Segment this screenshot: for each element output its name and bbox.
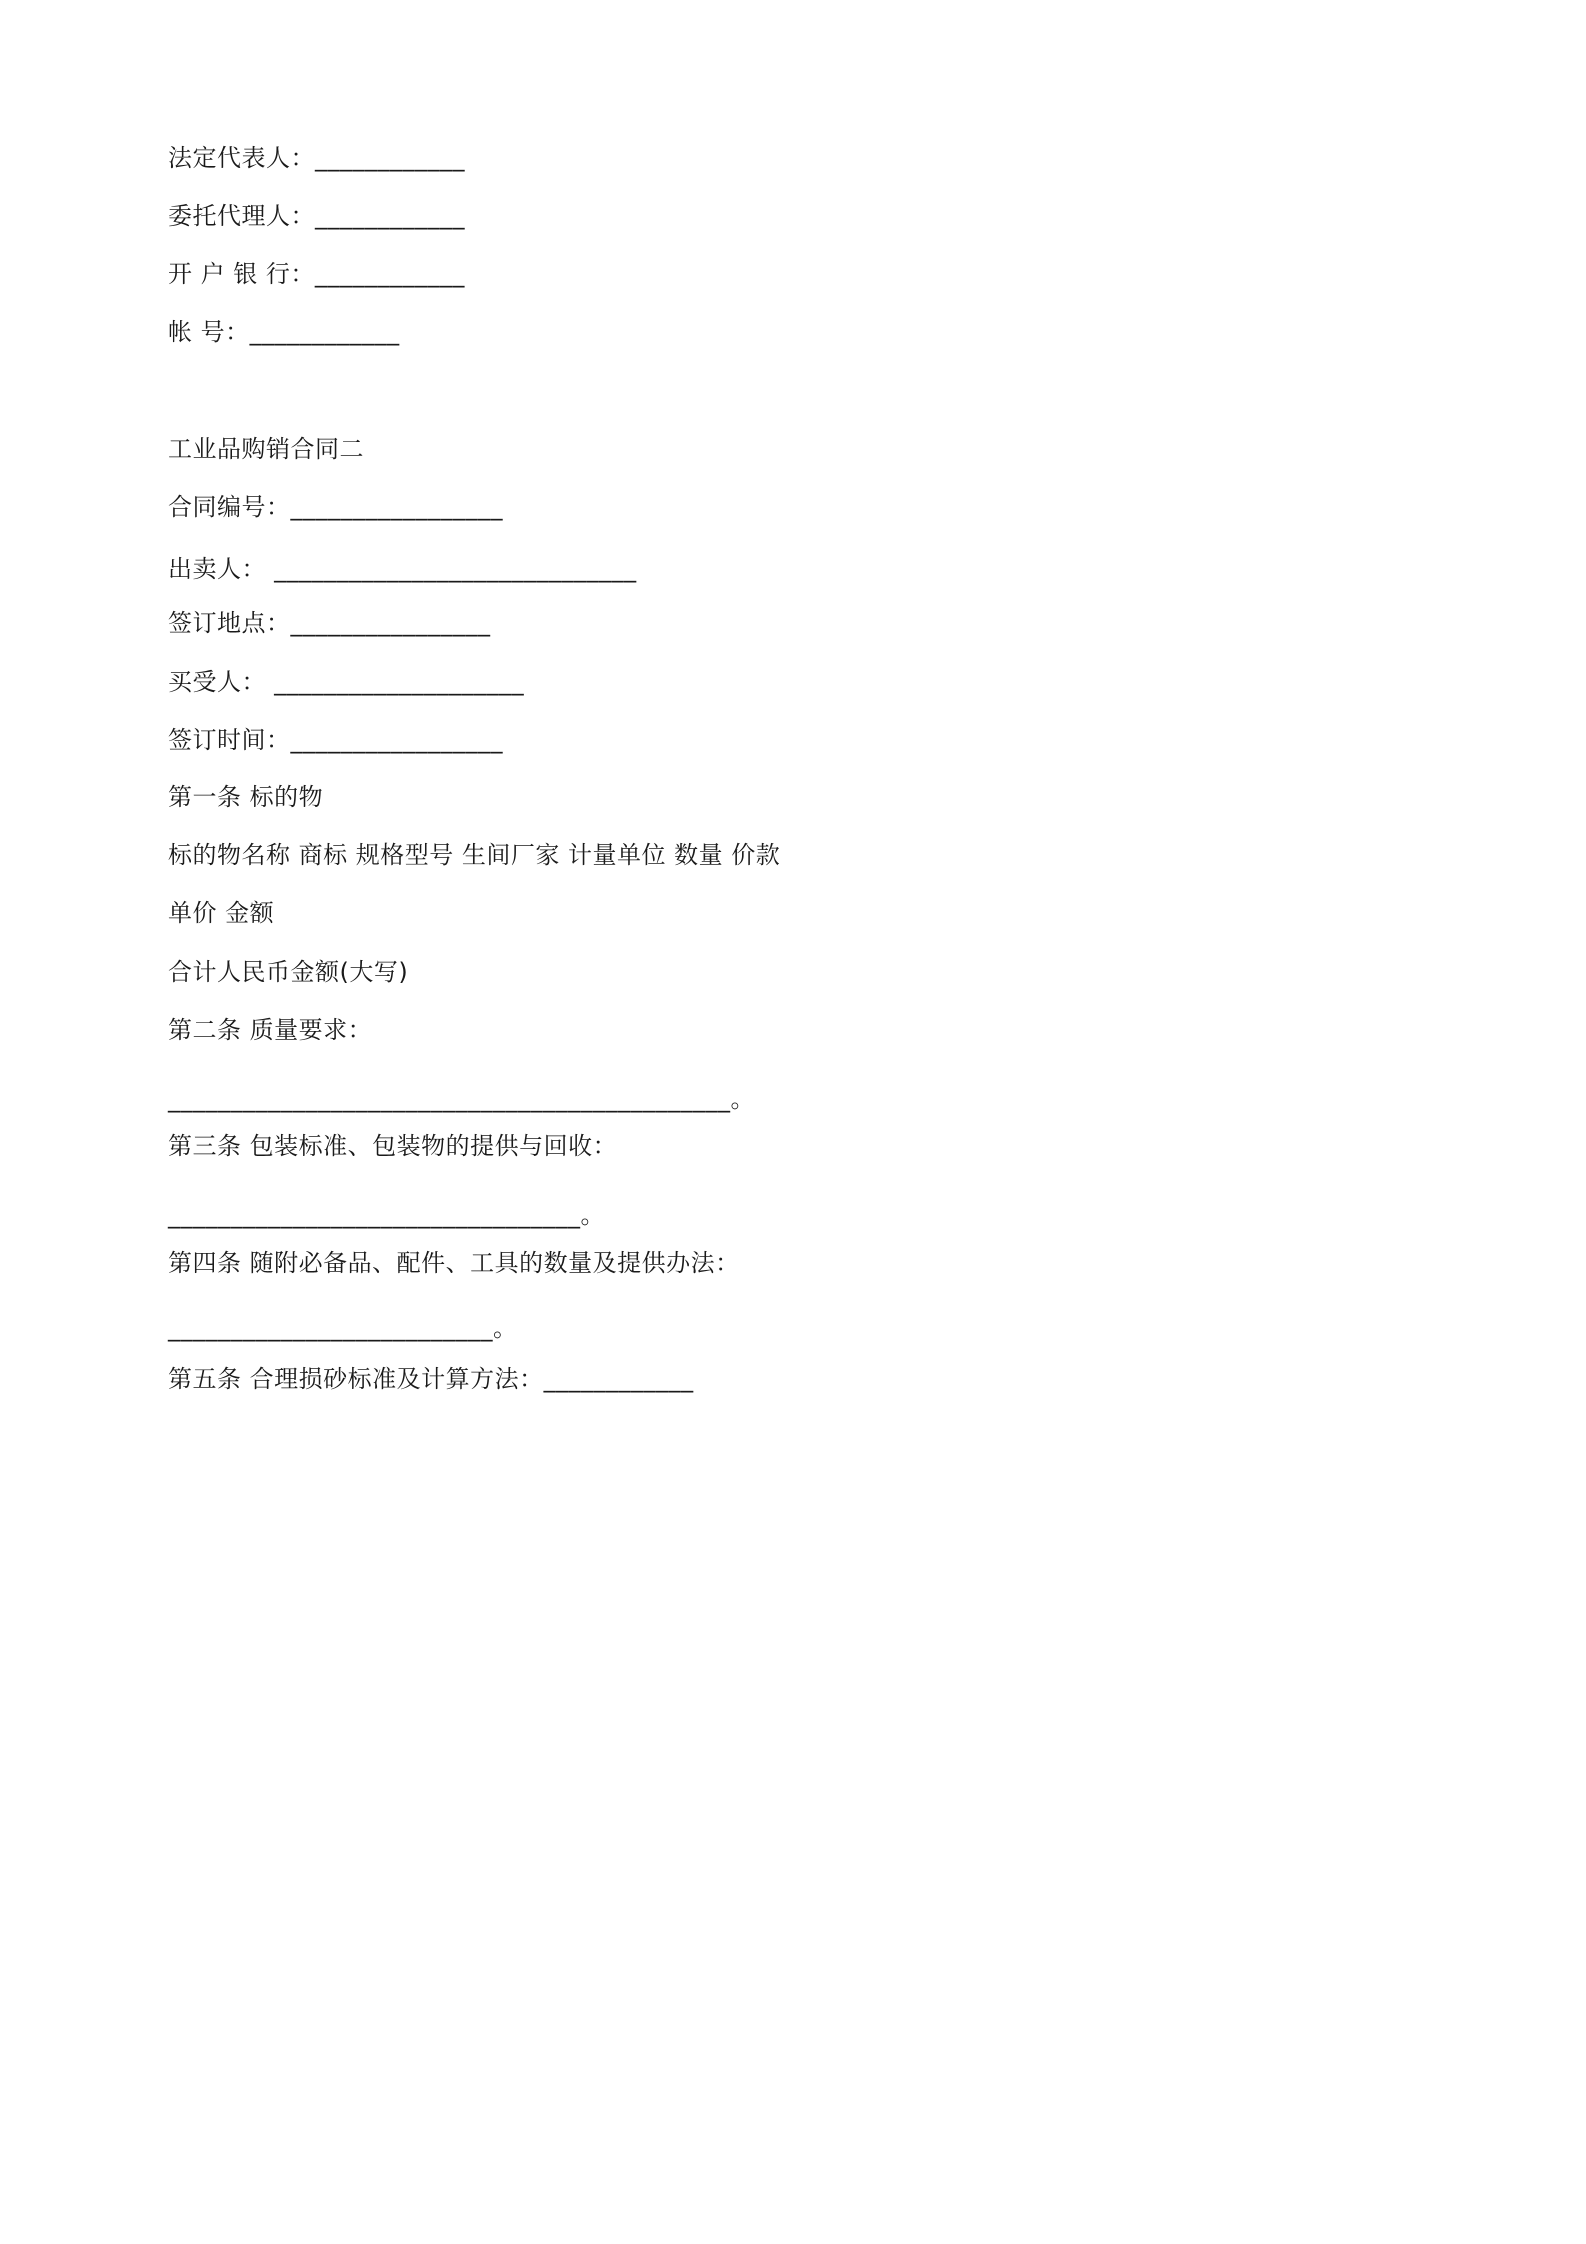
article-3-heading: 第三条 包装标准、包装物的提供与回收： [168, 1132, 618, 1160]
document-page [0, 0, 1100, 1556]
legal-representative-line: 法定代表人：____________ [168, 144, 465, 172]
buyer-line: 买受人： ____________________ [168, 668, 525, 696]
authorized-agent-line: 委托代理人：____________ [168, 202, 465, 230]
contract-title: 工业品购销合同二 [168, 435, 364, 463]
article-4-heading: 第四条 随附必备品、配件、工具的数量及提供办法： [168, 1249, 740, 1277]
total-amount-line: 合计人民币金额(大写) [168, 958, 409, 986]
article-4-blank: __________________________。 [168, 1314, 518, 1342]
subject-columns-line-2: 单价 金额 [168, 899, 275, 927]
article-1-heading: 第一条 标的物 [168, 783, 324, 811]
article-2-blank: _____________________________________________。 [168, 1085, 755, 1113]
signing-place-line: 签订地点：________________ [168, 609, 491, 637]
bank-line: 开 户 银 行：____________ [168, 260, 465, 288]
article-5-line: 第五条 合理损砂标准及计算方法：____________ [168, 1365, 694, 1393]
contract-number-line: 合同编号：_________________ [168, 493, 503, 521]
article-2-heading: 第二条 质量要求： [168, 1016, 373, 1044]
seller-line: 出卖人： _____________________________ [168, 555, 637, 583]
account-number-line: 帐 号：____________ [168, 318, 400, 346]
article-3-blank: _________________________________。 [168, 1201, 605, 1229]
signing-time-line: 签订时间：_________________ [168, 726, 503, 754]
subject-columns-line: 标的物名称 商标 规格型号 生间厂家 计量单位 数量 价款 [168, 841, 781, 869]
